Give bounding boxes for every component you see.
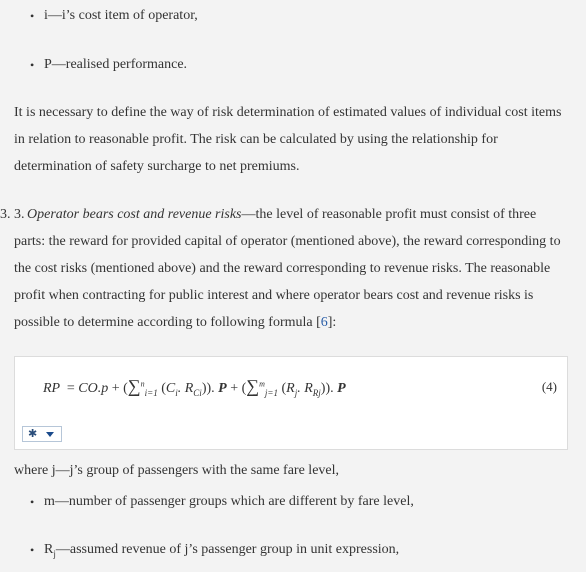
bullet-text-cost-item: i—i’s cost item of operator, xyxy=(44,8,198,23)
line-text: —the level of reasonable profit must consist of three xyxy=(241,207,537,222)
item-title: Operator bears cost and revenue risks xyxy=(27,207,242,222)
paragraph-line: in relation to reasonable profit. The risk can be calculated by using the relationship for xyxy=(14,132,498,147)
paragraph-item-3 xyxy=(14,201,574,336)
bullet-dot: • xyxy=(30,543,35,557)
paragraph-line xyxy=(14,201,574,228)
paragraph-line: determination of safety surcharge to net premiums. xyxy=(14,159,300,174)
reference-link[interactable]: 6 xyxy=(320,315,328,330)
line-text: —assumed revenue of j’s passenger group in unit expression, xyxy=(55,542,400,557)
chevron-down-icon xyxy=(46,432,54,437)
paragraph-risk-determination xyxy=(14,99,574,180)
bullet-text-passenger-groups: m—number of passenger groups which are different by fare level, xyxy=(44,494,414,509)
line-text: possible to determine according to following formula [ xyxy=(14,315,321,330)
gear-icon: ✱ xyxy=(28,428,38,440)
equation-box xyxy=(14,356,568,450)
formula-lhs: RP xyxy=(43,381,60,396)
paragraph-line: the cost risks (mentioned above) and the reward corresponding to revenue risks. The reasonable xyxy=(14,261,551,276)
math-menu-button[interactable] xyxy=(22,426,62,442)
subscript-text: j xyxy=(53,548,56,559)
paragraph-line xyxy=(14,309,574,336)
symbol-text: R xyxy=(44,542,54,557)
paragraph-line: parts: the reward for provided capital of operator (mentioned above), the reward corresponding to xyxy=(14,234,561,249)
list-number: 3. 3. xyxy=(0,207,25,222)
formula: RP = CO.p + (∑$^n_{i=1}$ ($C_i$. $R_{Ci}$)). P + (∑$^m_{j=1}$ ($R_j$. $R_{Rj}$)). P xyxy=(43,376,346,398)
bullet-dot: • xyxy=(30,9,35,23)
bullet-dot: • xyxy=(30,58,35,72)
bullet-dot: • xyxy=(30,495,35,509)
where-line: where j—j’s group of passengers with the same fare level, xyxy=(14,463,340,478)
paragraph-line: profit when contracting for public interest and where operator bears cost and revenue risks is xyxy=(14,288,534,303)
paragraph-line: It is necessary to define the way of risk determination of estimated values of individual cost items xyxy=(14,105,562,120)
equation-number: (4) xyxy=(541,379,557,394)
bullet-text-performance: P—realised performance. xyxy=(44,57,188,72)
bullet-text-revenue xyxy=(44,542,399,559)
line-text: ]: xyxy=(327,315,337,330)
